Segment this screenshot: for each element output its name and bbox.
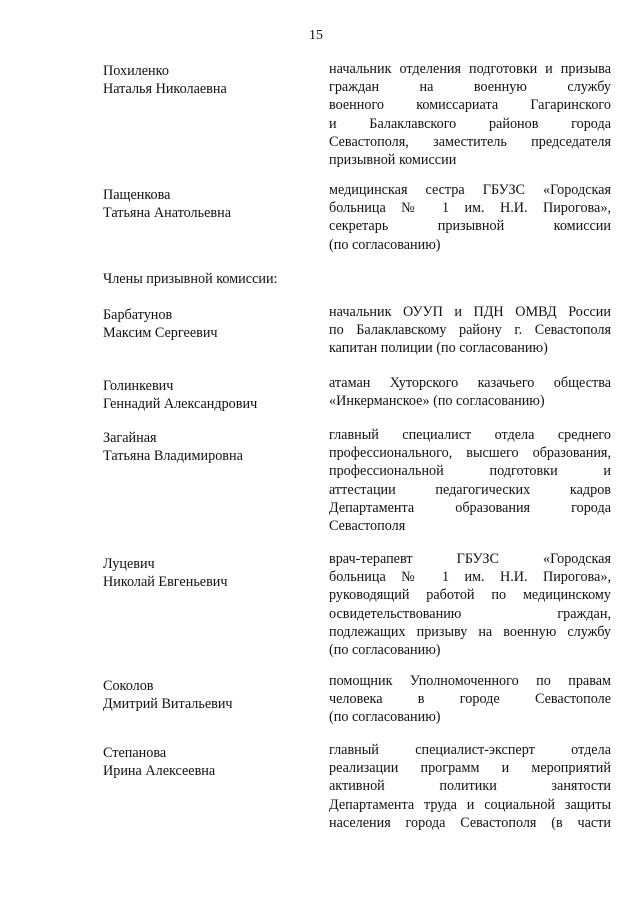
role-line: больница № 1 им. Н.И. Пирогова», [329, 200, 611, 217]
member-name [103, 555, 303, 591]
role-line: главный специалист-эксперт отдела [329, 742, 611, 758]
role-line: врач-терапевт ГБУЗС «Городская [329, 551, 611, 567]
member-role [329, 303, 611, 358]
role-line: главный специалист отдела среднего [329, 427, 611, 443]
role-line: аттестации педагогических кадров [329, 481, 611, 498]
role-line: профессионального, высшего образования, [329, 445, 611, 462]
member-name [103, 186, 303, 222]
role-line: по Балаклавскому району г. Севастополя [329, 322, 611, 339]
role-line: (по согласованию) [329, 236, 441, 253]
role-line: капитан полиции (по согласованию) [329, 340, 548, 357]
member-name [103, 306, 303, 342]
role-line: и Балаклавского районов города [329, 115, 611, 132]
member-role [329, 550, 611, 659]
member-role [329, 181, 611, 254]
role-line: начальник отделения подготовки и призыва [329, 61, 611, 77]
member-surname: Степанова [103, 745, 167, 761]
role-line: человека в городе Севастополе [329, 691, 611, 708]
member-surname: Пащенкова [103, 187, 171, 203]
role-line: активной политики занятости [329, 778, 611, 795]
role-line: помощник Уполномоченного по правам [329, 673, 611, 689]
page-number: 15 [309, 28, 323, 43]
role-line: медицинская сестра ГБУЗС «Городская [329, 182, 611, 198]
role-line: населения города Севастополя (в части [329, 814, 611, 831]
member-name [103, 377, 303, 413]
member-name [103, 744, 303, 780]
member-given-names: Татьяна Анатольевна [103, 205, 231, 222]
role-line: подлежащих призыву на военную службу [329, 623, 611, 640]
member-role [329, 426, 611, 535]
role-line: призывной комиссии [329, 151, 457, 168]
role-line: военного комиссариата Гагаринского [329, 97, 611, 114]
role-line: атаман Хуторского казачьего общества [329, 375, 611, 391]
role-line: Департамента образования города [329, 499, 611, 516]
section-header-commission-members: Члены призывной комиссии: [103, 271, 278, 287]
member-given-names: Наталья Николаевна [103, 81, 227, 98]
role-line: секретарь призывной комиссии [329, 218, 611, 235]
role-line: начальник ОУУП и ПДН ОМВД России [329, 304, 611, 320]
member-given-names: Николай Евгеньевич [103, 574, 228, 591]
role-line: реализации программ и мероприятий [329, 760, 611, 777]
member-surname: Луцевич [103, 556, 155, 572]
member-surname: Барбатунов [103, 307, 173, 323]
role-line: (по согласованию) [329, 641, 441, 658]
role-line: «Инкерманское» (по согласованию) [329, 393, 545, 410]
role-line: руководящий работой по медицинскому [329, 587, 611, 604]
member-given-names: Ирина Алексеевна [103, 763, 216, 780]
member-surname: Соколов [103, 678, 154, 694]
member-role [329, 672, 611, 727]
member-given-names: Татьяна Владимировна [103, 448, 243, 465]
member-given-names: Геннадий Александрович [103, 396, 258, 413]
role-line: больница № 1 им. Н.И. Пирогова», [329, 569, 611, 586]
role-line: профессиональной подготовки и [329, 463, 611, 480]
member-name [103, 677, 303, 713]
member-name [103, 62, 303, 98]
member-surname: Загайная [103, 430, 157, 446]
member-role [329, 60, 611, 169]
role-line: (по согласованию) [329, 709, 441, 726]
member-given-names: Дмитрий Витальевич [103, 696, 233, 713]
member-role [329, 374, 611, 410]
role-line: граждан на военную службу [329, 79, 611, 96]
member-surname: Похиленко [103, 63, 169, 79]
member-given-names: Максим Сергеевич [103, 325, 218, 342]
role-line: Севастополя, заместитель председателя [329, 133, 611, 150]
role-line: Севастополя [329, 517, 406, 534]
member-name [103, 429, 303, 465]
role-line: освидетельствованию граждан, [329, 605, 611, 622]
member-surname: Голинкевич [103, 378, 174, 394]
member-role [329, 741, 611, 832]
role-line: Департамента труда и социальной защиты [329, 796, 611, 813]
